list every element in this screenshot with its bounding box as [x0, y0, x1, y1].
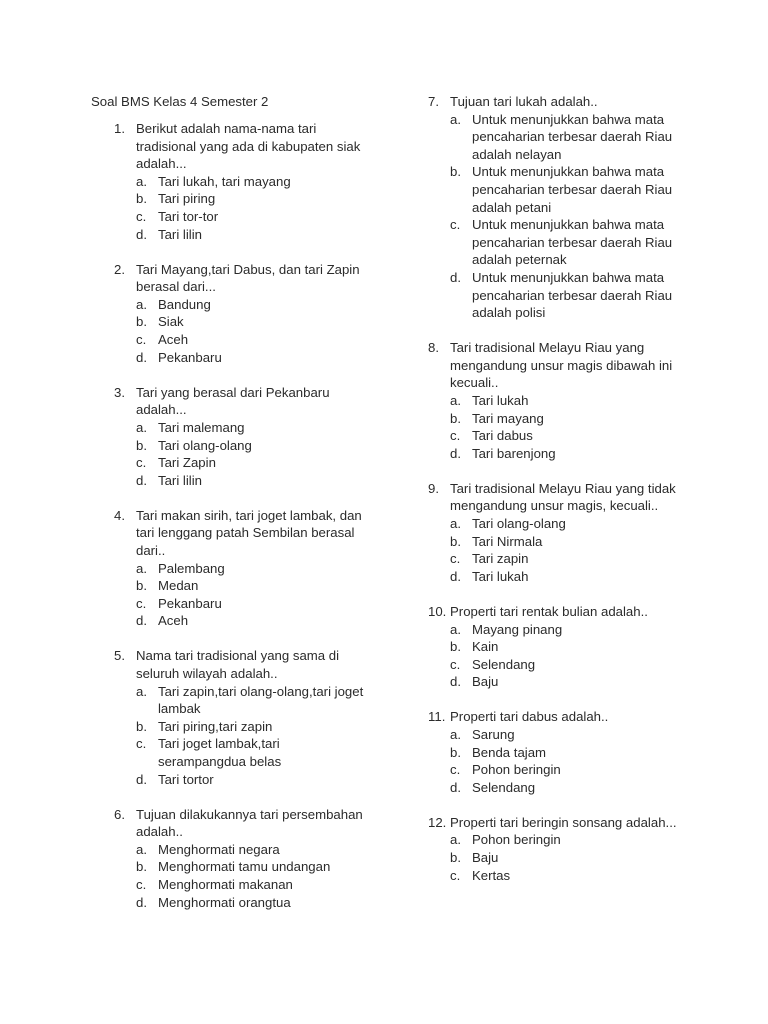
- option-letter: c.: [136, 736, 147, 752]
- option-d: [428, 673, 688, 691]
- question-head: [428, 603, 688, 621]
- option-text: Tari olang-olang: [158, 437, 252, 453]
- option-letter: d.: [450, 674, 461, 690]
- option-d: [428, 779, 688, 797]
- options-list: [114, 841, 364, 911]
- options-list: [114, 419, 364, 489]
- option-d: [114, 612, 364, 630]
- question-number: 3.: [114, 384, 125, 400]
- option-letter: d.: [136, 226, 147, 242]
- option-text: Kain: [472, 639, 499, 655]
- option-d: [114, 226, 364, 244]
- option-text: Aceh: [158, 332, 189, 348]
- option-a: [114, 683, 364, 718]
- option-text: Selendang: [472, 656, 536, 672]
- option-c: [114, 876, 364, 894]
- option-b: [114, 190, 364, 208]
- option-letter: d.: [136, 349, 147, 365]
- option-a: [428, 111, 688, 164]
- question-number: 9.: [428, 480, 439, 496]
- option-a: [428, 621, 688, 639]
- option-letter: a.: [450, 727, 461, 742]
- option-a: [114, 841, 364, 859]
- option-letter: c.: [450, 762, 461, 778]
- option-letter: c.: [136, 208, 147, 224]
- option-letter: c.: [450, 656, 461, 672]
- question-text: Tari tradisional Melayu Riau yang tidak mengandung unsur magis, kecuali..: [450, 480, 676, 514]
- question-2: [114, 261, 364, 367]
- question-number: 8.: [428, 340, 439, 356]
- option-b: [114, 313, 364, 331]
- option-d: [114, 894, 364, 912]
- option-letter: b.: [450, 850, 461, 866]
- option-a: [114, 419, 364, 437]
- question-text: Tujuan dilakukannya tari persembahan adalah..: [136, 806, 363, 840]
- option-text: Aceh: [158, 613, 189, 629]
- option-c: [428, 427, 688, 445]
- question-number: 10.: [428, 603, 447, 619]
- question-number: 11.: [428, 709, 446, 725]
- option-letter: c.: [450, 551, 461, 567]
- option-a: [428, 392, 688, 410]
- option-text: Pohon beringin: [472, 762, 561, 778]
- option-letter: c.: [136, 455, 147, 471]
- question-4: [114, 507, 364, 630]
- option-letter: b.: [450, 744, 461, 760]
- options-list: [114, 560, 364, 630]
- option-letter: c.: [450, 217, 461, 233]
- question-7: [428, 93, 688, 322]
- option-letter: b.: [136, 578, 147, 594]
- option-text: Medan: [158, 578, 199, 594]
- option-letter: a.: [136, 841, 147, 857]
- option-text: Untuk menunjukkan bahwa mata pencaharian terbesar daerah Riau adalah peternak: [472, 217, 673, 268]
- option-text: Tari tor-tor: [158, 208, 219, 224]
- option-letter: c.: [136, 595, 147, 611]
- option-text: Tari Nirmala: [472, 533, 543, 549]
- option-c: [114, 208, 364, 226]
- question-text: Nama tari tradisional yang sama di seluruh wilayah adalah..: [136, 648, 340, 682]
- option-text: Tari lilin: [158, 472, 202, 488]
- option-a: [114, 296, 364, 314]
- option-a: [428, 515, 688, 533]
- option-text: Benda tajam: [472, 744, 547, 760]
- option-c: [428, 656, 688, 674]
- option-b: [114, 577, 364, 595]
- question-head: [114, 806, 364, 841]
- question-10: [428, 603, 688, 691]
- option-letter: b.: [450, 533, 461, 549]
- option-letter: a.: [450, 621, 461, 637]
- option-a: [428, 831, 688, 849]
- option-c: [428, 867, 688, 885]
- option-letter: d.: [136, 472, 147, 488]
- question-head: [114, 261, 364, 296]
- question-9: [428, 480, 688, 586]
- option-letter: b.: [136, 191, 147, 207]
- option-c: [428, 216, 688, 269]
- question-11: [428, 708, 688, 796]
- question-text: Tari yang berasal dari Pekanbaru adalah...: [136, 384, 330, 418]
- question-text: Berikut adalah nama-nama tari tradisional yang ada di kabupaten siak adalah...: [136, 121, 361, 172]
- option-letter: a.: [136, 683, 147, 699]
- option-letter: b.: [450, 410, 461, 426]
- option-c: [114, 331, 364, 349]
- option-letter: b.: [136, 718, 147, 734]
- option-a: [114, 173, 364, 191]
- question-number: 12.: [428, 814, 447, 830]
- question-head: [114, 647, 364, 682]
- question-number: 5.: [114, 648, 125, 664]
- question-head: [428, 480, 688, 515]
- question-3: [114, 384, 364, 490]
- option-letter: d.: [136, 771, 147, 787]
- option-text: Tari lukah, tari mayang: [158, 173, 291, 189]
- option-text: Tari olang-olang: [472, 516, 566, 532]
- question-number: 6.: [114, 806, 125, 822]
- options-list: [428, 111, 688, 322]
- option-letter: b.: [136, 859, 147, 875]
- options-list: [428, 621, 688, 691]
- option-text: Tari tortor: [158, 771, 214, 787]
- option-text: Tari piring: [158, 191, 216, 207]
- options-list: [114, 683, 364, 789]
- option-text: Tari Zapin: [158, 455, 216, 471]
- options-list: [428, 392, 688, 462]
- question-head: [114, 384, 364, 419]
- option-letter: a.: [450, 393, 461, 408]
- option-text: Tari lukah: [472, 568, 529, 584]
- question-text: Tujuan tari lukah adalah..: [450, 94, 598, 109]
- option-letter: d.: [136, 613, 147, 629]
- option-text: Pohon beringin: [472, 832, 561, 848]
- option-letter: a.: [450, 516, 461, 532]
- option-text: Mayang pinang: [472, 621, 563, 637]
- question-number: 1.: [114, 121, 125, 136]
- option-text: Palembang: [158, 560, 225, 576]
- option-letter: d.: [450, 445, 461, 461]
- option-text: Baju: [472, 850, 499, 866]
- option-d: [114, 472, 364, 490]
- option-text: Tari malemang: [158, 419, 245, 435]
- question-text: Tari Mayang,tari Dabus, dan tari Zapin berasal dari...: [136, 261, 360, 295]
- option-d: [114, 349, 364, 367]
- option-c: [428, 761, 688, 779]
- option-letter: a.: [136, 173, 147, 189]
- option-text: Tari lukah: [472, 393, 529, 408]
- option-text: Sarung: [472, 727, 515, 742]
- option-letter: a.: [450, 832, 461, 848]
- option-text: Untuk menunjukkan bahwa mata pencaharian terbesar daerah Riau adalah petani: [472, 164, 673, 215]
- question-head: [428, 814, 688, 832]
- question-text: Tari makan sirih, tari joget lambak, dan tari lenggang patah Sembilan berasal dari..: [136, 507, 362, 558]
- option-b: [428, 533, 688, 551]
- option-text: Tari piring,tari zapin: [158, 718, 273, 734]
- option-letter: d.: [450, 779, 461, 795]
- options-list: [114, 173, 364, 243]
- options-list: [114, 296, 364, 366]
- option-text: Tari barenjong: [472, 445, 556, 461]
- question-text: Properti tari dabus adalah..: [450, 709, 609, 725]
- option-letter: c.: [450, 867, 461, 883]
- option-b: [114, 718, 364, 736]
- option-text: Selendang: [472, 779, 536, 795]
- option-letter: d.: [450, 269, 461, 285]
- question-8: [428, 339, 688, 462]
- question-head: [114, 507, 364, 560]
- option-text: Menghormati orangtua: [158, 894, 291, 910]
- question-head: [114, 120, 364, 173]
- option-letter: a.: [136, 560, 147, 576]
- option-a: [428, 726, 688, 744]
- option-text: Menghormati makanan: [158, 877, 293, 893]
- option-text: Pekanbaru: [158, 595, 222, 611]
- option-text: Kertas: [472, 867, 511, 883]
- option-text: Menghormati tamu undangan: [158, 859, 331, 875]
- option-b: [428, 744, 688, 762]
- option-c: [114, 595, 364, 613]
- option-a: [114, 560, 364, 578]
- document-title: Soal BMS Kelas 4 Semester 2: [91, 94, 269, 109]
- option-letter: c.: [450, 428, 461, 444]
- left-column: [114, 120, 364, 929]
- option-text: Tari zapin,tari olang-olang,tari joget lambak: [158, 683, 364, 717]
- option-letter: c.: [136, 332, 147, 348]
- options-list: [428, 515, 688, 585]
- question-head: [428, 339, 688, 392]
- option-text: Menghormati negara: [158, 841, 280, 857]
- option-text: Untuk menunjukkan bahwa mata pencaharian terbesar daerah Riau adalah nelayan: [472, 111, 673, 162]
- option-c: [428, 550, 688, 568]
- question-text: Tari tradisional Melayu Riau yang mengandung unsur magis dibawah ini kecuali..: [450, 340, 673, 391]
- option-text: Siak: [158, 314, 184, 330]
- option-d: [428, 568, 688, 586]
- option-letter: d.: [450, 568, 461, 584]
- option-c: [114, 454, 364, 472]
- option-letter: b.: [450, 164, 461, 180]
- option-d: [114, 771, 364, 789]
- option-letter: b.: [136, 437, 147, 453]
- question-6: [114, 806, 364, 912]
- option-letter: b.: [136, 314, 147, 330]
- options-list: [428, 831, 688, 884]
- option-b: [428, 163, 688, 216]
- question-text: Properti tari beringin sonsang adalah...: [450, 814, 677, 830]
- option-text: Tari zapin: [472, 551, 529, 567]
- question-head: [428, 93, 688, 111]
- option-letter: a.: [136, 296, 147, 312]
- option-letter: c.: [136, 877, 147, 893]
- option-b: [428, 410, 688, 428]
- question-12: [428, 814, 688, 884]
- option-text: Tari lilin: [158, 226, 202, 242]
- option-letter: a.: [136, 419, 147, 435]
- question-1: [114, 120, 364, 243]
- question-head: [428, 708, 688, 726]
- question-5: [114, 647, 364, 788]
- option-text: Tari mayang: [472, 410, 544, 426]
- right-column: [428, 93, 688, 902]
- option-b: [428, 849, 688, 867]
- option-text: Pekanbaru: [158, 349, 222, 365]
- option-letter: b.: [450, 639, 461, 655]
- option-d: [428, 269, 688, 322]
- option-text: Baju: [472, 674, 499, 690]
- option-letter: d.: [136, 894, 147, 910]
- option-b: [428, 638, 688, 656]
- option-letter: a.: [450, 111, 461, 127]
- question-number: 4.: [114, 507, 125, 523]
- options-list: [428, 726, 688, 796]
- question-number: 7.: [428, 94, 439, 109]
- option-text: Tari joget lambak,tari serampangdua belas: [158, 736, 282, 769]
- option-b: [114, 437, 364, 455]
- option-text: Untuk menunjukkan bahwa mata pencaharian terbesar daerah Riau adalah polisi: [472, 269, 673, 321]
- option-b: [114, 858, 364, 876]
- option-text: Tari dabus: [472, 428, 533, 444]
- question-text: Properti tari rentak bulian adalah..: [450, 603, 648, 619]
- question-number: 2.: [114, 261, 125, 277]
- option-text: Bandung: [158, 296, 211, 312]
- option-c: [114, 735, 364, 770]
- option-d: [428, 445, 688, 463]
